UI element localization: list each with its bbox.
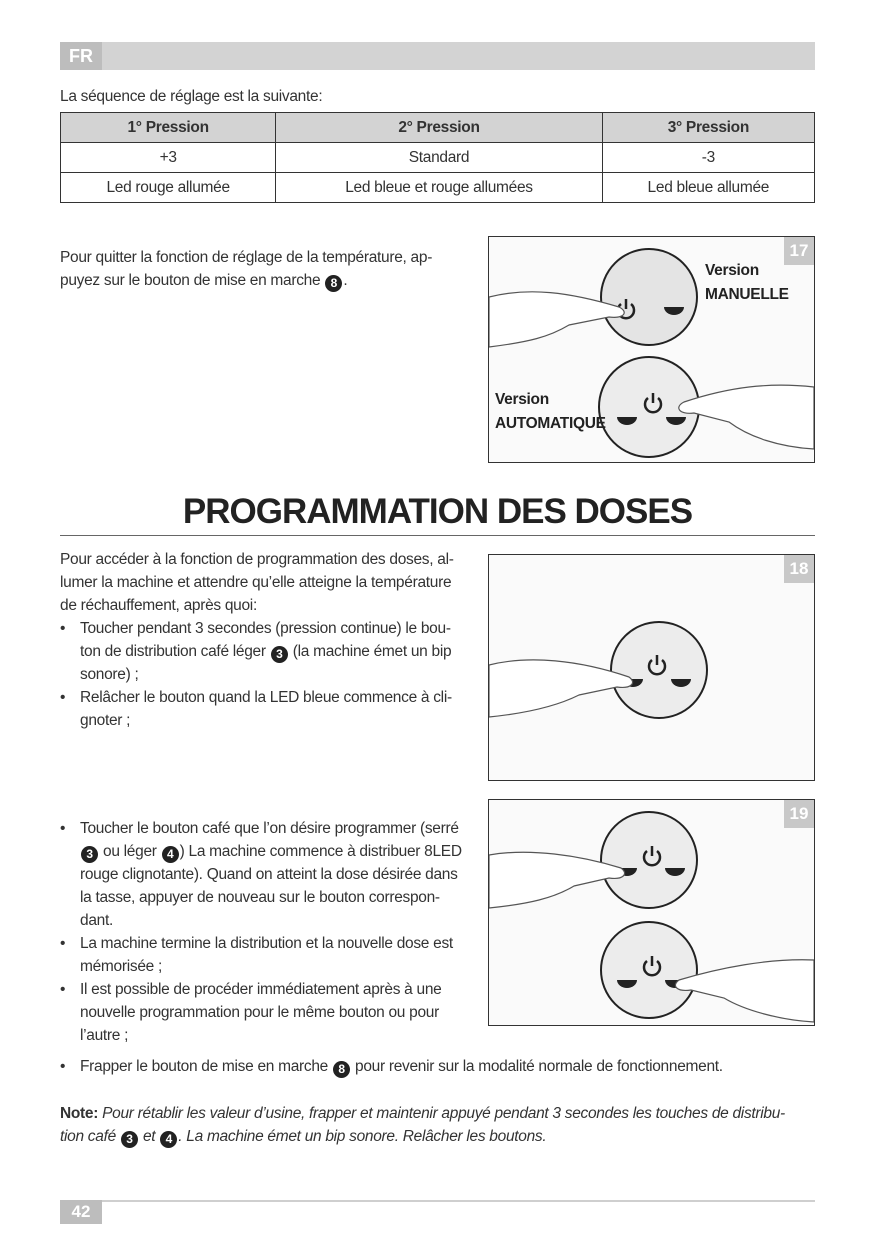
page-number: 42	[60, 1200, 102, 1224]
section-title: PROGRAMMATION DES DOSES	[182, 492, 693, 531]
table-row	[61, 143, 815, 173]
text-line: sonore) ;	[80, 666, 139, 683]
quit-paragraph	[60, 246, 475, 292]
label-line: MANUELLE	[705, 286, 789, 303]
figure-label	[495, 388, 606, 436]
footer-divider	[60, 1200, 815, 1202]
label-line: Version	[705, 262, 759, 279]
figure-number: 17	[784, 237, 814, 265]
text-span: tion café	[60, 1128, 116, 1145]
text-span: (la machine émet un bip	[292, 643, 452, 660]
power-button-ref-icon: 8	[333, 1061, 350, 1078]
table-cell: Led bleue et rouge allumées	[276, 173, 602, 203]
language-tag: FR	[60, 42, 102, 70]
steps-list	[60, 617, 467, 732]
strong-coffee-ref-icon: 4	[162, 846, 179, 863]
label-line: Version	[495, 391, 549, 408]
text-line	[80, 840, 467, 863]
list-item	[60, 817, 467, 932]
text-span: Pour rétablir les valeur d’usine, frapper et maintenir appuyé pendant 3 secondes les touches de distribu-	[102, 1105, 785, 1122]
table-header: 1° Pression	[61, 113, 276, 143]
text-line: • Il est possible de procéder immédiatement après à une	[80, 981, 442, 998]
programming-intro	[60, 548, 467, 732]
programming-steps	[60, 817, 467, 1047]
text-line	[60, 1125, 815, 1148]
table-row	[61, 173, 815, 203]
note-label: Note:	[60, 1105, 99, 1122]
intro-text: La séquence de réglage est la suivante:	[60, 88, 323, 105]
table-header: 2° Pression	[276, 113, 602, 143]
text-line: • Toucher pendant 3 secondes (pression continue) le bou-	[80, 620, 451, 637]
table-cell: Led bleue allumée	[602, 173, 814, 203]
list-item	[60, 1055, 815, 1078]
light-coffee-ref-icon: 3	[271, 646, 288, 663]
header-bar	[60, 42, 815, 70]
text-line: lumer la machine et attendre qu’elle atteigne la température	[60, 574, 452, 591]
text-span: ou léger	[103, 843, 157, 860]
note-paragraph	[60, 1102, 815, 1148]
text-line: mémorisée ;	[80, 958, 162, 975]
text-span: ton de distribution café léger	[80, 643, 266, 660]
text-line: nouvelle programmation pour le même bouton ou pour	[80, 1004, 439, 1021]
text-line: l’autre ;	[80, 1027, 129, 1044]
figure-19	[488, 799, 815, 1026]
text-span: Frapper le bouton de mise en marche	[80, 1058, 328, 1075]
list-item	[60, 978, 467, 1047]
text-line	[60, 1102, 815, 1125]
figure-18-illustration	[489, 555, 814, 780]
light-coffee-ref-icon: 3	[121, 1131, 138, 1148]
text-line: de réchauffement, après quoi:	[60, 597, 257, 614]
text-line	[60, 269, 475, 292]
text-span: ) La machine commence à distribuer 8LED	[179, 843, 462, 860]
sequence-table	[60, 112, 815, 203]
figure-18	[488, 554, 815, 781]
text-line: • Relâcher le bouton quand la LED bleue commence à cli-	[80, 689, 452, 706]
text-span: .	[343, 272, 348, 289]
label-line: AUTOMATIQUE	[495, 415, 606, 432]
text-line: • La machine termine la distribution et la nouvelle dose est	[80, 935, 453, 952]
figure-number: 18	[784, 555, 814, 583]
figure-17	[488, 236, 815, 463]
table-header-row	[61, 113, 815, 143]
table-header: 3° Pression	[602, 113, 814, 143]
steps-list	[60, 1055, 815, 1078]
text-line: la tasse, appuyer de nouveau sur le bouton correspon-	[80, 889, 440, 906]
text-line: dant.	[80, 912, 113, 929]
text-span: puyez sur le bouton de mise en marche	[60, 272, 321, 289]
text-span: pour revenir sur la modalité normale de fonctionnement.	[355, 1058, 723, 1075]
figure-number: 19	[784, 800, 814, 828]
title-divider	[60, 535, 815, 536]
text-span: . La machine émet un bip sonore. Relâcher les boutons.	[178, 1128, 547, 1145]
text-line: Pour accéder à la fonction de programmation des doses, al-	[60, 551, 454, 568]
table-cell: +3	[61, 143, 276, 173]
table-cell: Led rouge allumée	[61, 173, 276, 203]
power-button-ref-icon: 8	[325, 275, 342, 292]
text-line: • Toucher le bouton café que l’on désire programmer (serré	[80, 820, 459, 837]
text-line: rouge clignotante). Quand on atteint la dose désirée dans	[80, 866, 458, 883]
list-item	[60, 617, 467, 686]
strong-coffee-ref-icon: 4	[160, 1131, 177, 1148]
text-line: gnoter ;	[80, 712, 131, 729]
text-line: Pour quitter la fonction de réglage de la température, ap-	[60, 249, 433, 266]
table-cell: -3	[602, 143, 814, 173]
figure-19-illustration	[489, 800, 814, 1025]
steps-list	[60, 817, 467, 1047]
list-item	[60, 686, 467, 732]
table-cell: Standard	[276, 143, 602, 173]
text-line	[80, 640, 467, 663]
list-item	[60, 932, 467, 978]
text-span: et	[142, 1128, 156, 1145]
final-step	[60, 1055, 815, 1078]
light-coffee-ref-icon: 3	[81, 846, 98, 863]
figure-label	[705, 259, 789, 307]
